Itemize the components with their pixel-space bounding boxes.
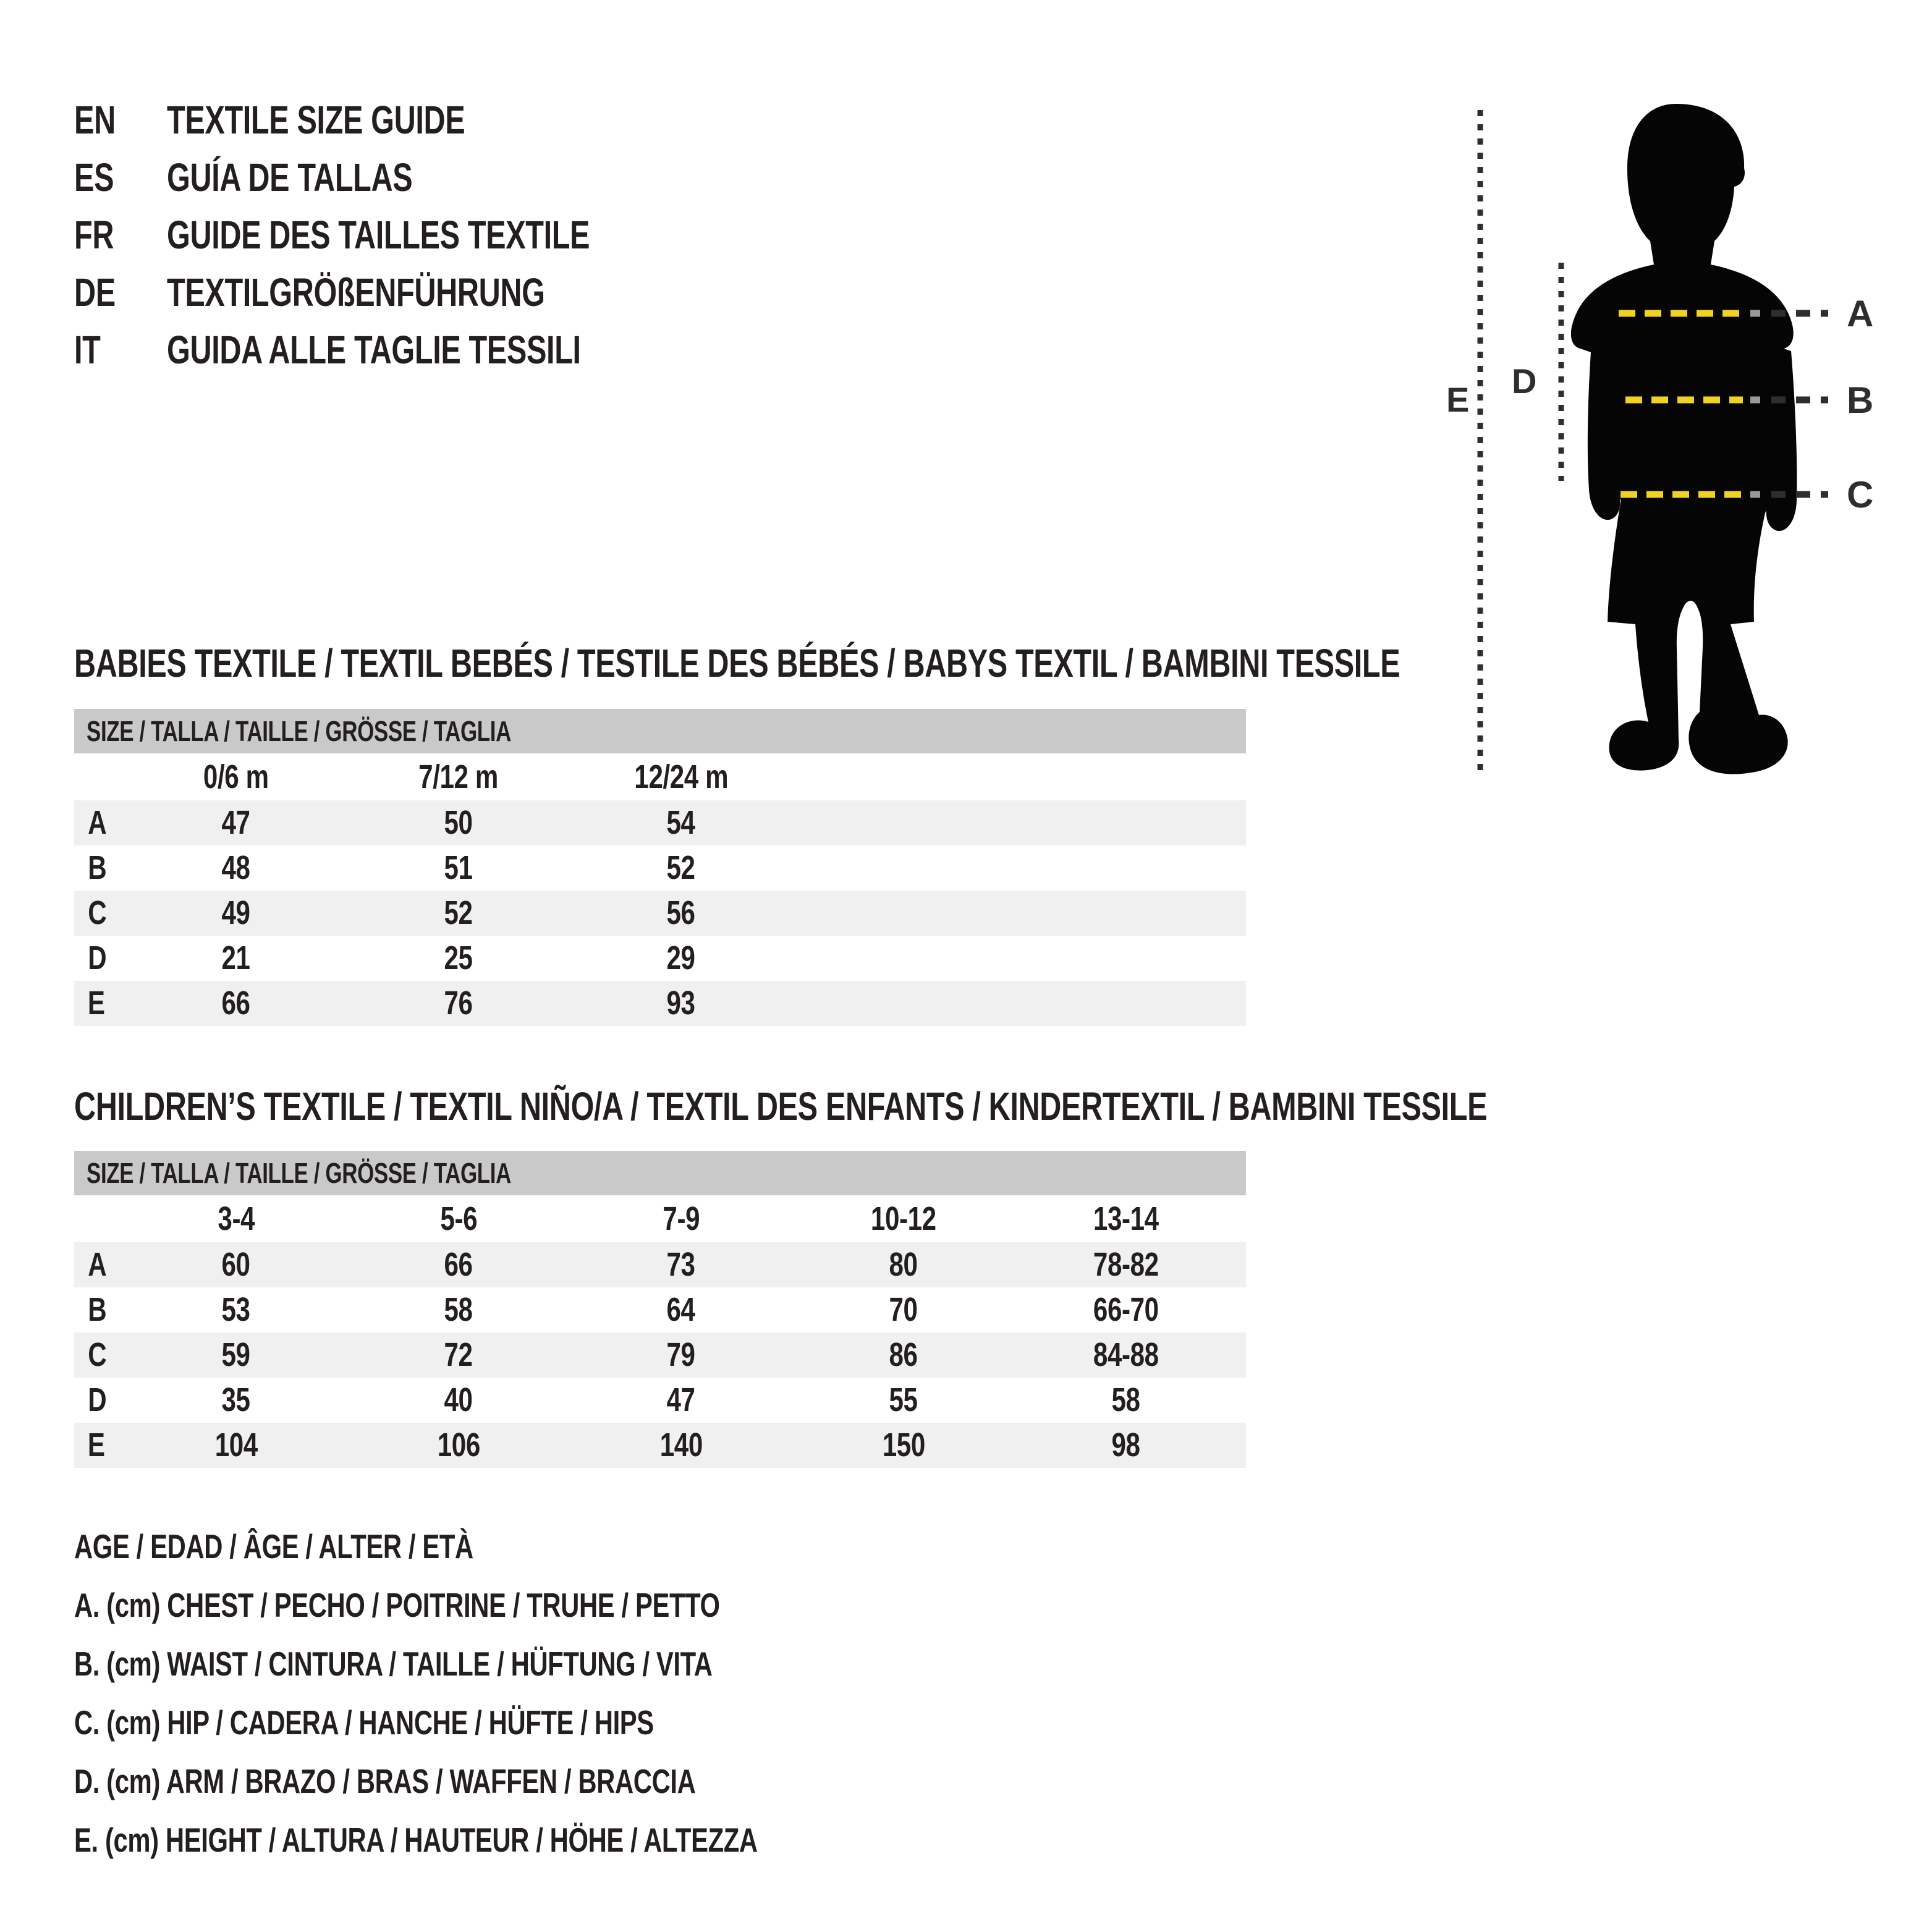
children-value-cell [125, 1423, 347, 1468]
children-value-text: 66 [444, 1246, 473, 1283]
language-code [74, 321, 167, 379]
language-row [74, 264, 723, 321]
children-row-label [74, 1242, 125, 1287]
children-value-cell [1015, 1332, 1237, 1378]
children-value-text: 35 [221, 1381, 251, 1418]
children-value-cell [125, 1287, 347, 1332]
babies-size-header-bar [74, 709, 1246, 753]
legend-row [74, 1811, 973, 1870]
language-row [74, 206, 723, 264]
child-silhouette-figure [1421, 87, 1932, 810]
babies-value-text: 76 [444, 985, 473, 1022]
babies-value-cell [125, 845, 347, 891]
babies-row-label [74, 981, 125, 1026]
children-value-cell [347, 1287, 570, 1332]
children-value-cell [347, 1332, 570, 1378]
babies-table-row [74, 891, 1246, 936]
babies-table-row [74, 936, 1246, 981]
language-code [74, 206, 167, 264]
babies-value-cell [347, 845, 570, 891]
children-value-cell [125, 1242, 347, 1287]
children-value-text: 58 [444, 1291, 473, 1328]
children-value-text: 55 [889, 1381, 918, 1418]
children-column-header [792, 1195, 1015, 1242]
label-c: C [1847, 474, 1874, 515]
children-column-header-text: 5-6 [440, 1200, 477, 1237]
children-value-cell [125, 1332, 347, 1378]
children-table-row [74, 1287, 1246, 1332]
legend-row-text: A. (cm) CHEST / PECHO / POITRINE / TRUHE / PETTO [74, 1586, 720, 1624]
language-code-text: IT [74, 328, 101, 372]
children-value-cell [792, 1378, 1015, 1423]
children-value-cell [125, 1378, 347, 1423]
legend-row-text: AGE / EDAD / ÂGE / ALTER / ETÀ [74, 1527, 473, 1566]
babies-row-label-text: B [88, 849, 107, 886]
children-row-label [74, 1287, 125, 1332]
legend-row-text: C. (cm) HIP / CADERA / HANCHE / HÜFTE / HIPS [74, 1703, 654, 1742]
children-column-header-text: 10-12 [871, 1200, 936, 1237]
children-section-title [74, 1084, 1932, 1129]
children-value-cell [570, 1242, 792, 1287]
children-value-cell [347, 1423, 570, 1468]
children-value-text: 86 [889, 1336, 918, 1373]
babies-value-text: 93 [666, 985, 696, 1022]
legend-row [74, 1635, 973, 1693]
children-value-cell [570, 1378, 792, 1423]
babies-row-label-text: D [88, 939, 107, 977]
label-e: E [1446, 380, 1470, 419]
children-value-cell [1015, 1287, 1237, 1332]
children-value-cell [570, 1332, 792, 1378]
legend-row-text: E. (cm) HEIGHT / ALTURA / HAUTEUR / HÖHE / ALTEZZA [74, 1821, 758, 1859]
children-value-cell [792, 1332, 1015, 1378]
children-table-row [74, 1423, 1246, 1468]
children-value-cell [570, 1287, 792, 1332]
babies-column-header [125, 753, 347, 800]
babies-row-label-text: E [87, 985, 105, 1022]
children-column-header-text: 13-14 [1093, 1200, 1159, 1237]
babies-value-cell [125, 936, 347, 981]
children-title-text: CHILDREN’S TEXTILE / TEXTIL NIÑO/A / TEXTIL DES ENFANTS / KINDERTEXTIL / BAMBINI TESSILE [74, 1084, 1488, 1129]
children-value-cell [347, 1242, 570, 1287]
babies-value-cell [347, 981, 570, 1026]
children-row-label [74, 1378, 125, 1423]
legend-row-text: B. (cm) WAIST / CINTURA / TAILLE / HÜFTUNG / VITA [74, 1645, 713, 1683]
children-column-header [1015, 1195, 1237, 1242]
children-value-cell [792, 1287, 1015, 1332]
babies-table-row [74, 981, 1246, 1026]
language-code-text: ES [74, 155, 114, 200]
language-code-text: EN [74, 98, 116, 142]
children-value-text: 64 [666, 1291, 696, 1328]
language-title: GUIDE DES TAILLES TEXTILE [167, 213, 590, 257]
babies-title-text: BABIES TEXTILE / TEXTIL BEBÉS / TESTILE DES BÉBÉS / BABYS TEXTIL / BAMBINI TESSILE [74, 641, 1400, 685]
children-corner-cell [74, 1195, 125, 1242]
children-size-table [74, 1151, 1246, 1468]
language-code [74, 91, 167, 149]
babies-value-text: 66 [221, 985, 251, 1022]
babies-value-text: 21 [221, 939, 251, 977]
measurement-legend [74, 1517, 973, 1870]
children-value-cell [1015, 1378, 1237, 1423]
babies-corner-cell [74, 753, 125, 800]
children-value-cell [1015, 1242, 1237, 1287]
babies-value-text: 56 [666, 894, 696, 931]
babies-table-row [74, 800, 1246, 845]
legend-row [74, 1576, 973, 1635]
children-value-text: 80 [889, 1246, 918, 1283]
children-column-header [347, 1195, 570, 1242]
babies-row-label [74, 800, 125, 845]
children-value-text: 58 [1111, 1381, 1141, 1418]
children-value-text: 66-70 [1093, 1291, 1159, 1328]
babies-row-label-text: A [88, 804, 107, 841]
babies-size-table [74, 709, 1246, 1026]
babies-value-text: 51 [444, 849, 473, 886]
children-row-label-text: D [88, 1381, 107, 1418]
children-value-text: 53 [221, 1291, 251, 1328]
children-value-text: 47 [666, 1381, 696, 1418]
children-value-text: 40 [444, 1381, 473, 1418]
children-table-row [74, 1378, 1246, 1423]
children-value-text: 104 [214, 1426, 258, 1464]
language-list [74, 91, 723, 379]
children-value-cell [570, 1423, 792, 1468]
language-code-text: FR [74, 213, 114, 257]
children-value-text: 98 [1111, 1426, 1141, 1464]
language-code [74, 149, 167, 206]
children-row-label [74, 1332, 125, 1378]
language-title: TEXTILE SIZE GUIDE [167, 98, 465, 142]
babies-column-header-text: 12/24 m [634, 758, 728, 795]
language-row [74, 321, 723, 379]
legend-row-text: D. (cm) ARM / BRAZO / BRAS / WAFFEN / BRACCIA [74, 1762, 696, 1800]
children-column-header [125, 1195, 347, 1242]
babies-column-header [347, 753, 570, 800]
babies-row-label [74, 845, 125, 891]
children-value-cell [1015, 1423, 1237, 1468]
babies-section-title [74, 643, 1819, 683]
children-value-cell [792, 1242, 1015, 1287]
babies-value-text: 47 [221, 804, 251, 841]
children-value-text: 73 [666, 1246, 696, 1283]
legend-row [74, 1693, 973, 1752]
label-d: D [1512, 362, 1537, 400]
babies-value-cell [570, 981, 792, 1026]
children-value-text: 106 [437, 1426, 480, 1464]
children-row-label [74, 1423, 125, 1468]
babies-value-cell [570, 891, 792, 936]
babies-table-row [74, 845, 1246, 891]
babies-row-label [74, 891, 125, 936]
babies-column-header-row [74, 753, 1246, 800]
legend-row [74, 1752, 973, 1811]
babies-value-text: 25 [444, 939, 473, 977]
children-size-header-bar [74, 1151, 1246, 1195]
language-title: GUIDA ALLE TAGLIE TESSILI [167, 328, 581, 372]
children-value-text: 84-88 [1093, 1336, 1159, 1373]
children-value-text: 72 [444, 1336, 473, 1373]
language-code-text: DE [74, 270, 116, 315]
babies-value-cell [347, 936, 570, 981]
children-value-text: 59 [221, 1336, 251, 1373]
language-code [74, 264, 167, 321]
babies-value-text: 29 [666, 939, 696, 977]
babies-column-header [570, 753, 792, 800]
babies-row-label-text: C [88, 894, 107, 931]
babies-value-cell [347, 800, 570, 845]
babies-column-header-text: 0/6 m [203, 758, 269, 795]
children-row-label-text: A [88, 1246, 107, 1283]
language-row [74, 149, 723, 206]
babies-value-text: 54 [666, 804, 696, 841]
language-title: GUÍA DE TALLAS [167, 155, 413, 200]
babies-value-text: 50 [444, 804, 473, 841]
children-table-row [74, 1242, 1246, 1287]
language-row [74, 91, 723, 149]
babies-value-text: 52 [444, 894, 473, 931]
label-b: B [1847, 379, 1874, 421]
children-value-cell [792, 1423, 1015, 1468]
children-value-text: 60 [221, 1246, 251, 1283]
babies-value-cell [125, 981, 347, 1026]
children-size-header-text: SIZE / TALLA / TAILLE / GRÖSSE / TAGLIA [87, 1157, 511, 1189]
babies-value-cell [125, 891, 347, 936]
babies-value-cell [570, 845, 792, 891]
babies-value-cell [125, 800, 347, 845]
children-value-text: 79 [666, 1336, 696, 1373]
babies-value-text: 48 [221, 849, 251, 886]
children-column-header-text: 3-4 [218, 1200, 255, 1237]
babies-value-text: 52 [666, 849, 696, 886]
children-value-cell [347, 1378, 570, 1423]
babies-size-header-text: SIZE / TALLA / TAILLE / GRÖSSE / TAGLIA [87, 715, 511, 747]
babies-value-cell [570, 936, 792, 981]
children-value-text: 140 [659, 1426, 703, 1464]
babies-row-label [74, 936, 125, 981]
babies-value-cell [347, 891, 570, 936]
children-column-header-text: 7-9 [663, 1200, 700, 1237]
babies-value-cell [570, 800, 792, 845]
children-row-label-text: C [88, 1336, 107, 1373]
label-a: A [1847, 293, 1874, 334]
children-column-header-row [74, 1195, 1246, 1242]
children-value-text: 150 [882, 1426, 925, 1464]
children-column-header [570, 1195, 792, 1242]
children-value-text: 70 [889, 1291, 918, 1328]
children-row-label-text: E [87, 1426, 105, 1464]
children-row-label-text: B [88, 1291, 107, 1328]
children-value-text: 78-82 [1093, 1246, 1159, 1283]
children-table-row [74, 1332, 1246, 1378]
babies-value-text: 49 [221, 894, 251, 931]
babies-column-header-text: 7/12 m [418, 758, 499, 795]
language-title: TEXTILGRÖßENFÜHRUNG [167, 270, 545, 315]
legend-row [74, 1517, 973, 1576]
